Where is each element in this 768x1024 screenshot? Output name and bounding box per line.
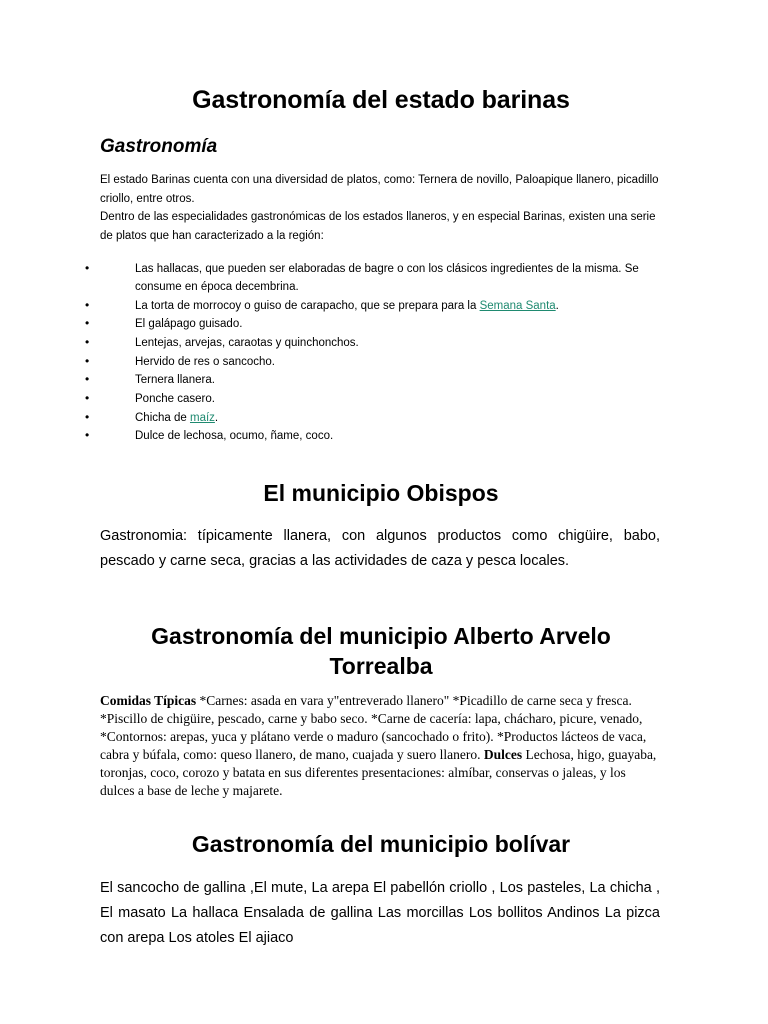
- list-item-text: Chicha de: [135, 411, 190, 424]
- list-item: [85, 353, 662, 372]
- comidas-tipicas-label: Comidas Típicas: [100, 692, 197, 708]
- list-item-text: Lentejas, arvejas, caraotas y quinchonchos.: [135, 337, 359, 350]
- list-item-text: Las hallacas, que pueden ser elaboradas de bagre o con los clásicos ingredientes de la misma. Se consume en época decembrina.: [135, 262, 639, 294]
- gastronomia-paragraph-1: El estado Barinas cuenta con una diversidad de platos, como: Ternera de novillo, Paloapique llanero, picadillo criollo, entre otros.: [100, 174, 659, 205]
- list-item-link[interactable]: maíz: [189, 411, 215, 424]
- list-item-text: Ponche casero.: [135, 392, 215, 405]
- list-item: [85, 390, 662, 409]
- bolivar-paragraph: El sancocho de gallina ,El mute, La arepa El pabellón criollo , Los pasteles, La chicha , El masato La hallaca Ensalada de gallina Las morcillas Los bollitos Andinos La pizca con arepa Los atoles El ajiaco: [100, 879, 660, 946]
- gastronomia-bullet-list: [100, 246, 662, 446]
- gastronomia-paragraph-2: Dentro de las especialidades gastronómicas de los estados llaneros, y en especial Barinas, existen una serie de platos que han caracterizado a la región:: [100, 211, 656, 242]
- section-heading-bolivar: Gastronomía del municipio bolívar: [191, 831, 571, 858]
- list-item: [85, 427, 662, 446]
- list-item-text: Dulce de lechosa, ocumo, ñame, coco.: [135, 430, 334, 443]
- document-content: [100, 0, 662, 951]
- section-heading-obispos: El municipio Obispos: [263, 479, 499, 506]
- list-item-text: El galápago guisado.: [135, 318, 243, 331]
- dulces-label: Dulces: [483, 747, 523, 763]
- list-item-link[interactable]: Semana Santa: [479, 299, 556, 312]
- obispos-paragraph: Gastronomia: típicamente llanera, con algunos productos como chigüire, babo, pescado y carne seca, gracias a las actividades de caza y pesca locales.: [100, 528, 660, 570]
- list-item: [85, 334, 662, 353]
- section-heading-alberto-arvelo-torrealba: Gastronomía del municipio Alberto Arvelo Torrealba: [151, 623, 611, 679]
- list-item: [85, 409, 662, 428]
- page-title: Gastronomía del estado barinas: [192, 86, 570, 114]
- list-item-text-trailing: .: [555, 299, 559, 312]
- list-item: [85, 371, 662, 390]
- list-item: [85, 297, 662, 316]
- list-item: [85, 260, 662, 297]
- list-item-text-trailing: .: [214, 411, 219, 424]
- comidas-tipicas-text: *Carnes: asada en vara y"entreverado llanero" *Picadillo de carne seca y fresca. *Piscillo de chigüire, pescado, carne y babo seco. *Carne de cacería: lapa, chácharo, picure, venado, *Contornos: arepas, yuca y plátano verde o maduro (sancochado o frito). *Productos lácteos de vaca, cabra y búfala, como: queso llanero, de mano, cuajada y suero llanero.: [100, 692, 647, 763]
- section-heading-gastronomia: Gastronomía: [100, 136, 218, 158]
- list-item-text: Ternera llanera.: [135, 374, 215, 387]
- list-item-text: La torta de morrocoy o guiso de carapacho, que se prepara para la: [135, 299, 480, 312]
- dulces-text: Lechosa, higo, guayaba, toronjas, coco, corozo y batata en sus diferentes presentaciones: almíbar, conservas o jaleas, y los dulces a base de leche y majarete.: [100, 747, 657, 799]
- list-item-text: Hervido de res o sancocho.: [135, 355, 275, 368]
- alberto-comidas-tipicas-paragraph: [100, 681, 662, 800]
- list-item: [85, 315, 662, 334]
